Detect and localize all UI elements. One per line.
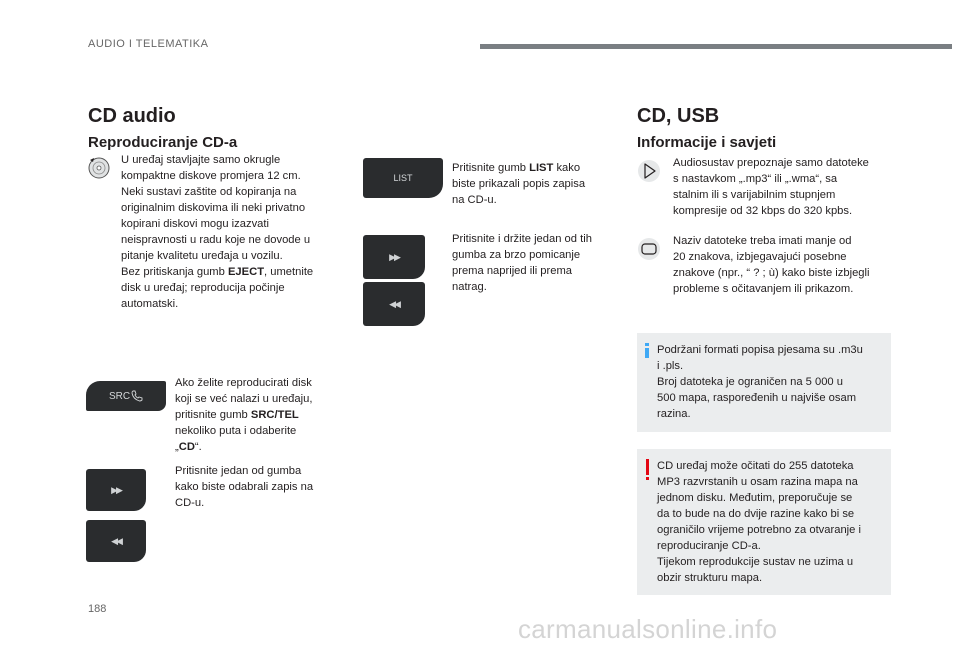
rewind-button[interactable] — [363, 282, 425, 326]
text-line: stalnim ili s varijabilnim stupnjem — [673, 189, 836, 201]
text-fragment: Pritisnite gumb — [452, 162, 530, 174]
text-line: koji se već nalazi u uređaju, — [175, 393, 313, 405]
text-line: kompaktne diskove promjera 12 cm. — [121, 170, 301, 182]
text-line: da to bude na do dvije razine kako bi se — [657, 508, 855, 520]
skip-forward-button[interactable] — [86, 469, 146, 511]
info-subtitle: Informacije i savjeti — [637, 134, 777, 151]
text-line: Podržani formati popisa pjesama su .m3u — [657, 344, 863, 356]
cd-key-label: CD — [178, 441, 195, 453]
list-instruction-text — [452, 160, 622, 208]
src-tel-button[interactable] — [86, 381, 166, 411]
text-line: obzir strukturu mapa. — [657, 572, 763, 584]
cd-insert-text — [121, 152, 341, 312]
text-line: kopirani diskovi mogu izazvati — [121, 218, 269, 230]
src-instruction-text — [175, 375, 345, 455]
text-line: reproduciranje CD-a. — [657, 540, 761, 552]
watermark: carmanualsonline.info — [518, 614, 778, 644]
text-fragment: , umetnite — [264, 266, 314, 278]
text-line: neispravnosti u radu koje ne dovode u — [121, 234, 311, 246]
text-line: ograničilo vrijeme potrebno za otvaranje i — [657, 524, 861, 536]
text-fragment: “. — [194, 441, 202, 453]
playback-subtitle: Reproduciranje CD-a — [88, 134, 238, 151]
play-triangle-icon — [637, 159, 661, 183]
text-line: Audiosustav prepoznaje samo datoteke — [673, 157, 869, 169]
warning-dot-icon — [646, 477, 649, 480]
playlist-info-note — [637, 333, 891, 432]
text-line: i .pls. — [657, 360, 684, 372]
text-line: natrag. — [452, 281, 487, 293]
text-line: MP3 razvrstanih u osam razina mapa na — [657, 476, 858, 488]
text-line: probleme s očitavanjem ili prikazom. — [673, 283, 854, 295]
page-number: 188 — [88, 603, 107, 615]
rewind-icon: ◀◀ — [389, 298, 399, 309]
rewind-icon: ◀◀ — [111, 535, 121, 546]
text-fragment: Bez pritiskanja gumb — [121, 266, 228, 278]
text-line: kompresije od 32 kbps do 320 kpbs. — [673, 205, 853, 217]
text-line — [121, 264, 341, 280]
text-line — [452, 160, 622, 176]
filename-info-text — [673, 233, 893, 297]
cd-warning-note — [637, 449, 891, 595]
text-line: 500 mapa, raspoređenih u najviše osam — [657, 392, 857, 404]
text-line: znakove (npr., “ ? ; ù) kako biste izbjegli — [673, 267, 870, 279]
text-line — [175, 407, 345, 423]
text-line: Pritisnite i držite jedan od tih — [452, 233, 592, 245]
text-line — [175, 439, 345, 455]
text-line: prema naprijed ili prema — [452, 265, 573, 277]
text-line: s nastavkom „.mp3“ ili „.wma“, sa — [673, 173, 838, 185]
text-line: na CD-u. — [452, 194, 497, 206]
list-key-label: LIST — [529, 162, 554, 174]
text-line: gumba za brzo pomicanje — [452, 249, 581, 261]
text-line: CD uređaj može očitati do 255 datoteka — [657, 460, 854, 472]
text-line: jednom disku. Međutim, preporučuje se — [657, 492, 853, 504]
text-fragment: pritisnite gumb — [175, 409, 251, 421]
src-button-label: SRC — [108, 390, 131, 402]
fast-forward-icon: ▶▶ — [389, 251, 399, 262]
text-line: 20 znakova, izbjegavajući posebne — [673, 251, 847, 263]
text-line: razina. — [657, 408, 691, 420]
text-line: Tijekom reprodukcije sustav ne uzima u — [657, 556, 854, 568]
text-line: Pritisnite jedan od gumba — [175, 465, 302, 477]
header-bar — [480, 44, 952, 49]
src-key-label: SRC/TEL — [250, 409, 299, 421]
fast-forward-icon: ▶▶ — [111, 484, 121, 495]
warning-bar-icon — [646, 459, 649, 475]
text-line: nekoliko puta i odaberite — [175, 425, 297, 437]
text-line: biste prikazali popis zapisa — [452, 178, 586, 190]
info-dot-icon — [645, 343, 649, 346]
cd-usb-title: CD, USB — [637, 105, 720, 127]
display-screen-icon — [637, 237, 661, 261]
text-fragment: „ — [175, 441, 179, 453]
cd-audio-title: CD audio — [88, 105, 176, 127]
text-line: disk u uređaj; reproducija počinje — [121, 282, 285, 294]
playlist-note-text — [657, 342, 889, 422]
text-line: originalnim diskovima ili neki privatno — [121, 202, 306, 214]
text-fragment: kako — [553, 162, 581, 174]
list-button[interactable] — [363, 158, 443, 198]
format-info-text — [673, 155, 893, 219]
eject-key-label: EJECT — [227, 266, 265, 278]
text-line: Broj datoteka je ograničen na 5 000 u — [657, 376, 843, 388]
text-line: CD-u. — [175, 497, 205, 509]
skip-back-button[interactable] — [86, 520, 146, 562]
info-bar-icon — [645, 348, 649, 358]
list-button-label: LIST — [393, 173, 413, 183]
text-line: pitanje kvalitetu uređaja u vozilu. — [121, 250, 283, 262]
fast-forward-button[interactable] — [363, 235, 425, 279]
text-line: U uređaj stavljajte samo okrugle — [121, 154, 281, 166]
section-header: AUDIO I TELEMATIKA — [88, 38, 209, 50]
text-line: Neki sustavi zaštite od kopiranja na — [121, 186, 297, 198]
warning-note-text — [657, 458, 889, 586]
cd-disc-icon — [88, 157, 110, 179]
text-line: kako biste odabrali zapis na — [175, 481, 314, 493]
phone-icon — [131, 390, 143, 402]
text-line: Naziv datoteke treba imati manje od — [673, 235, 852, 247]
skip-instruction-text — [175, 463, 345, 511]
hold-instruction-text — [452, 231, 622, 295]
text-line: Ako želite reproducirati disk — [175, 377, 312, 389]
text-line: automatski. — [121, 298, 179, 310]
